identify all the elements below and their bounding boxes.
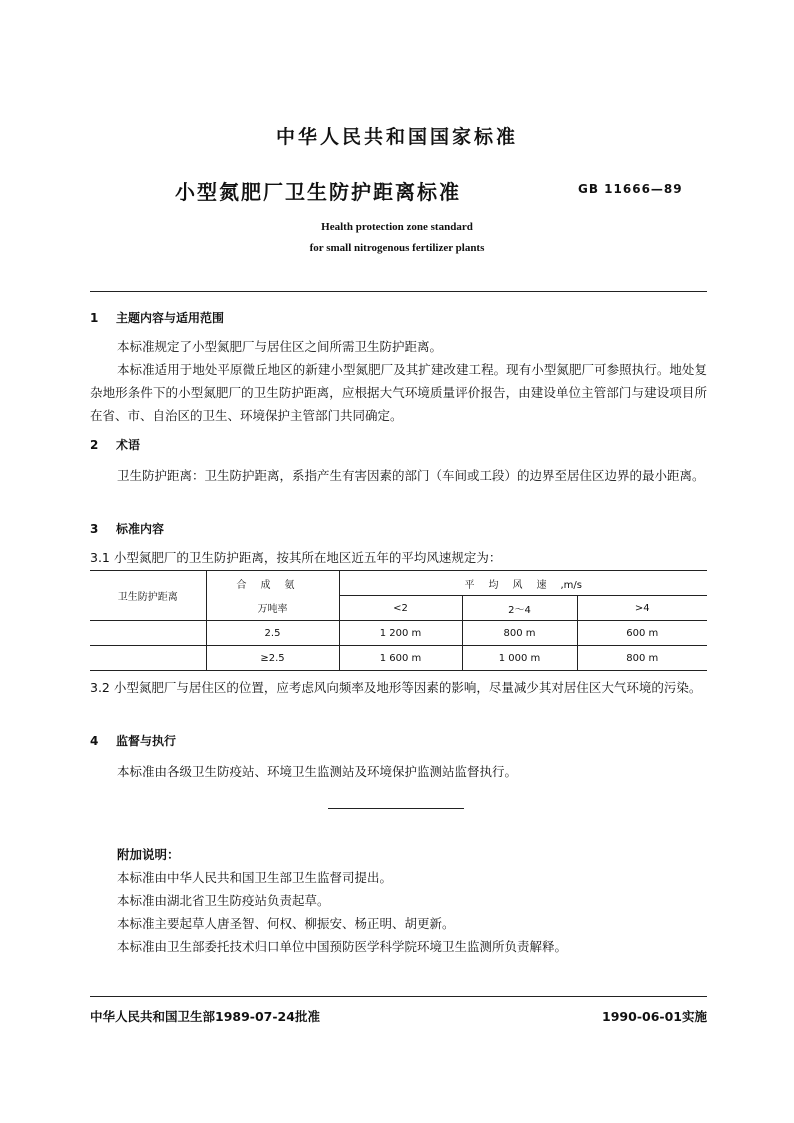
speed-col-mid: 2～4: [462, 596, 577, 621]
section-3-heading: [90, 520, 164, 537]
value-cell: 600 m: [577, 621, 707, 646]
english-title-line2: for small nitrogenous fertilizer plants: [309, 242, 485, 254]
section-number: 1: [90, 311, 99, 325]
value-cell: 800 m: [577, 646, 707, 671]
wind-speed-header: 平均风速,m/s: [339, 571, 707, 596]
end-divider: [328, 808, 464, 809]
header-divider: [90, 291, 707, 292]
notes-title: 附加说明：: [117, 847, 180, 862]
section-title: 监督与执行: [116, 734, 177, 748]
capacity-header-top: 合成氨: [206, 571, 339, 596]
section-1-paragraph-2: 本标准适用于地处平原微丘地区的新建小型氮肥厂及其扩建改建工程。现有小型氮肥厂可参照执行。地处复杂地形条件下的小型氮肥厂的卫生防护距离，应根据大气环境质量评价报告，由建设单位主管部门与建设项目所在省、市、自治区的卫生、环境保护主管部门共同确定。: [90, 362, 707, 423]
protection-distance-table: [90, 570, 707, 671]
table-row: [90, 646, 707, 671]
clause-3-1: 3.1 小型氮肥厂的卫生防护距离，按其所在地区近五年的平均风速规定为：: [90, 550, 502, 565]
section-title: 标准内容: [116, 522, 165, 536]
speed-col-low: <2: [339, 596, 462, 621]
section-2-heading: [90, 436, 140, 453]
capacity-cell: ≥2.5: [206, 646, 339, 671]
notes-line: 本标准主要起草人唐圣智、何权、柳振安、杨正明、胡更新。: [117, 916, 455, 931]
row-label-spacer: [90, 646, 206, 671]
section-1-paragraph-1: 本标准规定了小型氮肥厂与居住区之间所需卫生防护距离。: [117, 339, 443, 354]
section-4-heading: [90, 732, 176, 749]
approval-date: 中华人民共和国卫生部1989-07-24批准: [90, 1009, 320, 1024]
effective-date: 1990-06-01实施: [602, 1009, 707, 1024]
standard-code: GB 11666—89: [578, 182, 683, 196]
row-header-cell: 卫生防护距离: [90, 571, 206, 621]
value-cell: 1 000 m: [462, 646, 577, 671]
capacity-header-bottom: 万吨率: [206, 596, 339, 621]
notes-line: 本标准由湖北省卫生防疫站负责起草。: [117, 893, 330, 908]
row-label-spacer: [90, 621, 206, 646]
footer-divider: [90, 996, 707, 997]
table-row: [90, 621, 707, 646]
value-cell: 800 m: [462, 621, 577, 646]
section-1-heading: [90, 309, 224, 326]
capacity-cell: 2.5: [206, 621, 339, 646]
english-title-line1: Health protection zone standard: [321, 221, 473, 233]
notes-line: 本标准由卫生部委托技术归口单位中国预防医学科学院环境卫生监测所负责解释。: [117, 939, 568, 954]
section-2-paragraph: 卫生防护距离：卫生防护距离，系指产生有害因素的部门（车间或工段）的边界至居住区边界的最小距离。: [117, 468, 705, 483]
section-title: 术语: [116, 438, 141, 452]
section-title: 主题内容与适用范围: [116, 311, 225, 325]
clause-3-2: 3.2 小型氮肥厂与居住区的位置，应考虑风向频率及地形等因素的影响，尽量减少其对居住区大气环境的污染。: [90, 680, 702, 695]
national-standard-heading: 中华人民共和国国家标准: [275, 126, 518, 148]
value-cell: 1 600 m: [339, 646, 462, 671]
section-number: 3: [90, 522, 99, 536]
document-title: 小型氮肥厂卫生防护距离标准: [175, 180, 461, 204]
section-4-paragraph: 本标准由各级卫生防疫站、环境卫生监测站及环境保护监测站监督执行。: [117, 764, 518, 779]
section-number: 4: [90, 734, 99, 748]
section-number: 2: [90, 438, 99, 452]
value-cell: 1 200 m: [339, 621, 462, 646]
notes-line: 本标准由中华人民共和国卫生部卫生监督司提出。: [117, 870, 393, 885]
speed-col-high: >4: [577, 596, 707, 621]
